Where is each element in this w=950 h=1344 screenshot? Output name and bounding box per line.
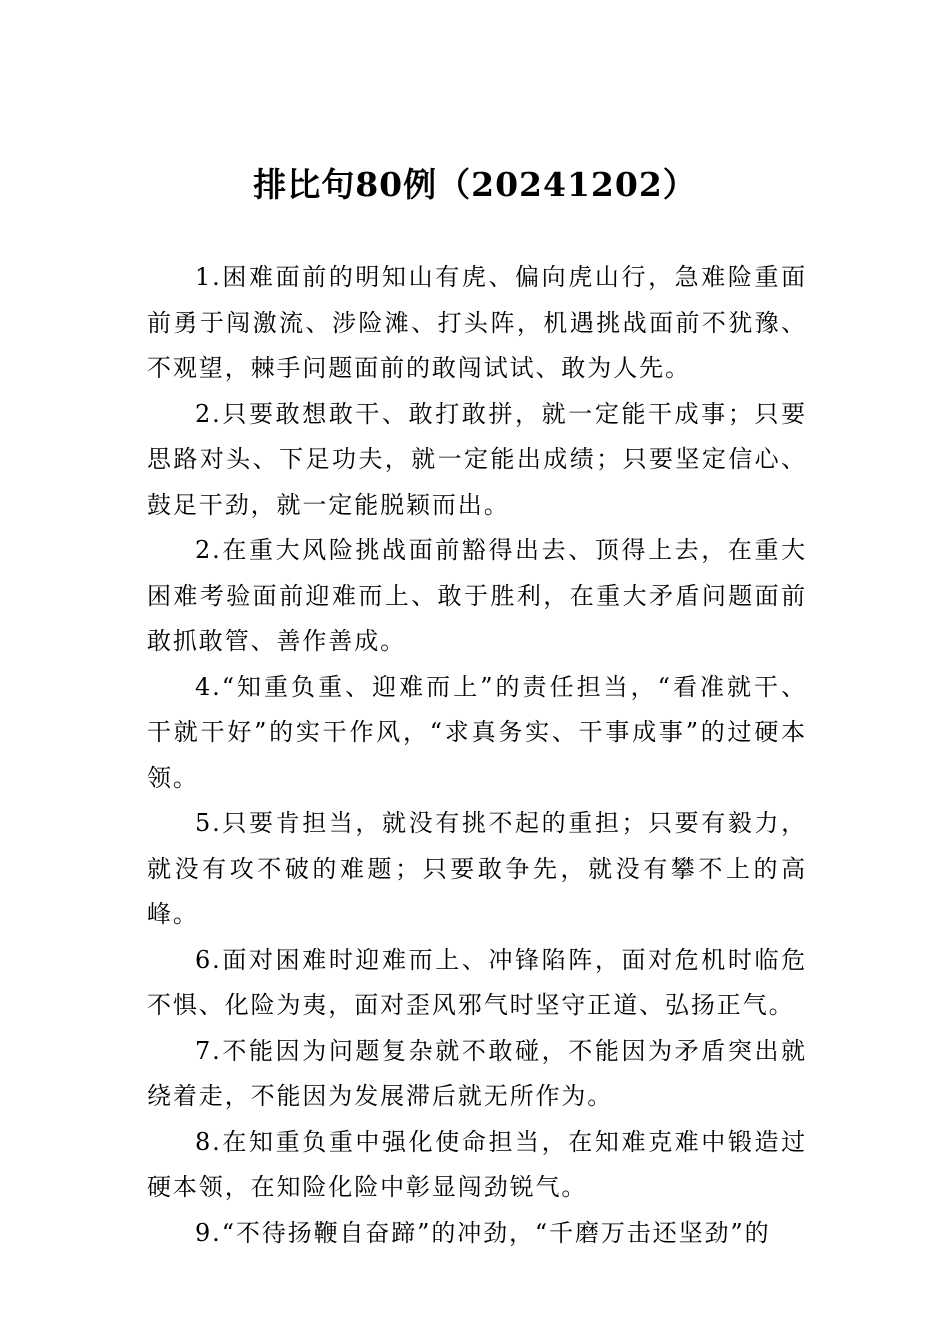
paragraph-5: 5.只要肯担当，就没有挑不起的重担；只要有毅力，就没有攻不破的难题；只要敢争先，就没有攀不上的高峰。 [147,809,807,928]
paragraph-8: 8.在知重负重中强化使命担当，在知难克难中锻造过硬本领，在知险化险中彰显闯劲锐气。 [147,1127,807,1201]
paragraph-3: 2.在重大风险挑战面前豁得出去、顶得上去，在重大困难考验面前迎难而上、敢于胜利，在重大矛盾问题面前敢抓敢管、善作善成。 [147,536,807,655]
document-body [147,255,807,1256]
paragraph-2: 2.只要敢想敢干、敢打敢拼，就一定能干成事；只要思路对头、下足功夫，就一定能出成绩；只要坚定信心、鼓足干劲，就一定能脱颖而出。 [147,399,807,519]
paragraph-9: 9.“不待扬鞭自奋蹄”的冲劲，“千磨万击还坚劲”的 [195,1218,771,1247]
paragraph-6: 6.面对困难时迎难而上、冲锋陷阵，面对危机时临危不惧、化险为夷，面对歪风邪气时坚守正道、弘扬正气。 [147,945,807,1019]
paragraph-7: 7.不能因为问题复杂就不敢碰，不能因为矛盾突出就绕着走，不能因为发展滞后就无所作为。 [147,1036,807,1110]
document-title: 排比句80例（20241202） [253,165,697,204]
paragraph-4: 4.“知重负重、迎难而上”的责任担当，“看准就干、干就干好”的实干作风，“求真务实、干事成事”的过硬本领。 [147,672,807,792]
paragraph-1: 1.困难面前的明知山有虎、偏向虎山行，急难险重面前勇于闯激流、涉险滩、打头阵，机遇挑战面前不犹豫、不观望，棘手问题面前的敢闯试试、敢为人先。 [147,263,807,382]
